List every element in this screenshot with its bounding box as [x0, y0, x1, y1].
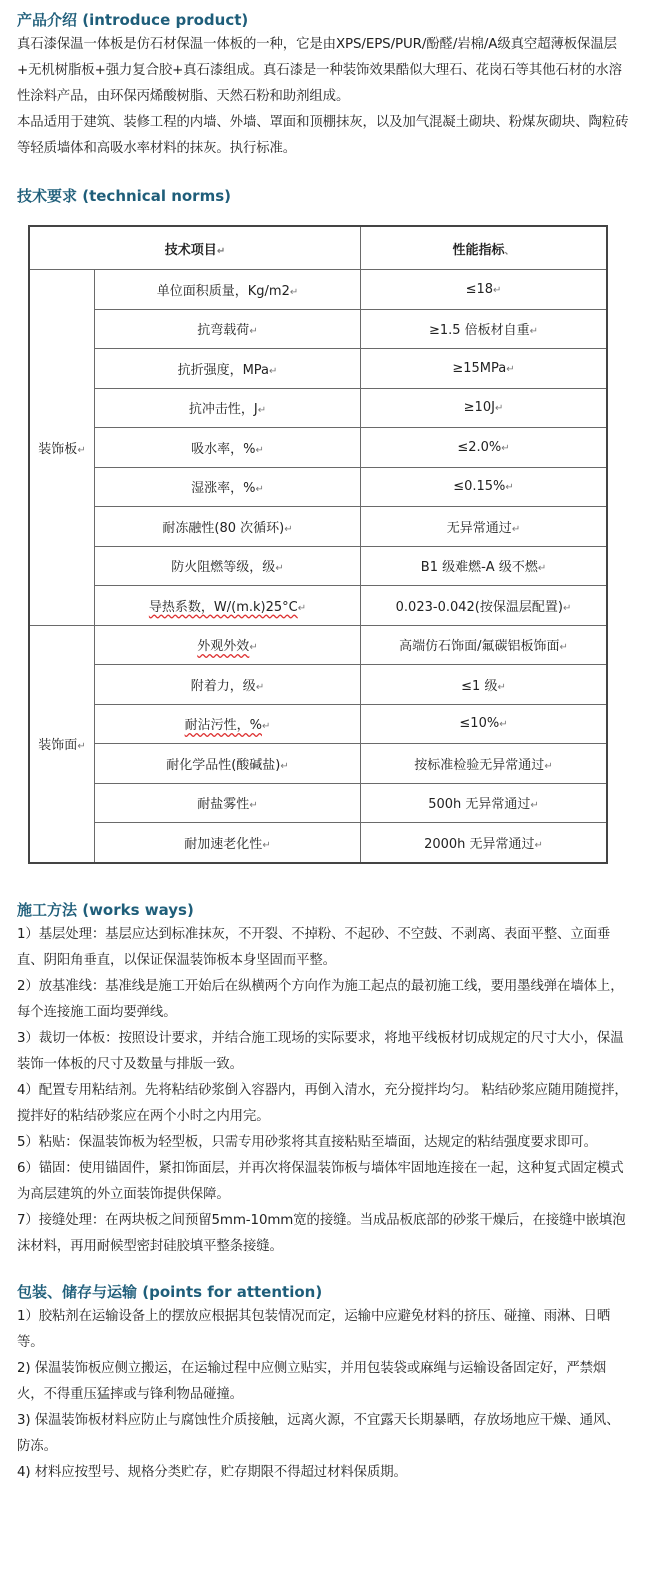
list-item: 6）锚固：使用锚固件，紧扣饰面层，并再次将保温装饰板与墙体牢固地连接在一起，这种复式固定模式为高层建筑的外立面装饰提供保障。: [17, 1160, 624, 1202]
table-cell-item: 附着力，级↵: [95, 665, 361, 705]
table-cell-value: ≤10%↵: [361, 704, 608, 744]
spec-table: [28, 225, 608, 864]
list-item: 2）放基准线：基准线是施工开始后在纵横两个方向作为施工起点的最初施工线，要用墨线弹在墙体上，每个连接施工面均要弹线。: [17, 978, 624, 1020]
spec-table-wrapper: [28, 225, 608, 864]
works-heading: 施工方法 (works ways): [17, 900, 194, 919]
table-row: [29, 665, 607, 705]
works-list: [17, 922, 630, 1260]
list-item: 1）胶粘剂在运输设备上的摆放应根据其包装情况而定，运输中应避免材料的挤压、碰撞、雨淋、日晒等。: [17, 1308, 611, 1350]
attention-list: [17, 1304, 630, 1486]
table-cell-value: ≥1.5 倍板材自重↵: [361, 309, 608, 349]
norms-heading: 技术要求 (technical norms): [17, 187, 231, 205]
intro-heading: 产品介绍 (introduce product): [17, 11, 249, 29]
table-cell-item: 导热系数，W/(m.k)25°C↵: [95, 586, 361, 626]
list-item: 7）接缝处理：在两块板之间预留5mm-10mm宽的接缝。当成品板底部的砂浆干燥后，在接缝中嵌填泡沫材料，再用耐候型密封硅胶填平整条接缝。: [17, 1212, 626, 1254]
table-cell-value: ≤18↵: [361, 270, 608, 310]
table-cell-value: 按标准检验无异常通过↵: [361, 744, 608, 784]
table-cell-value: ≤2.0%↵: [361, 428, 608, 468]
table-cell-item: 单位面积质量，Kg/m2↵: [95, 270, 361, 310]
table-row: [29, 744, 607, 784]
table-cell-item: 湿涨率，%↵: [95, 467, 361, 507]
table-cell-item: 抗冲击性，J↵: [95, 388, 361, 428]
header-value: 性能指标、: [361, 226, 608, 270]
table-row: [29, 546, 607, 586]
group-name: 装饰面↵: [29, 625, 95, 863]
table-cell-item: 耐化学品性(酸碱盐)↵: [95, 744, 361, 784]
table-cell-item: 耐加速老化性↵: [95, 823, 361, 863]
list-item: 4) 材料应按型号、规格分类贮存，贮存期限不得超过材料保质期。: [17, 1464, 407, 1480]
table-cell-value: 无异常通过↵: [361, 507, 608, 547]
table-row: [29, 704, 607, 744]
intro-paragraph-1: 真石漆保温一体板是仿石材保温一体板的一种，它是由XPS/EPS/PUR/酚醛/岩棉/A级真空超薄板保温层+无机树脂板+强力复合胶+真石漆组成。真石漆是一种装饰效果酷似大理石、花岗石等其他石材的水溶性涂料产品，由环保丙烯酸树脂、天然石粉和助剂组成。: [17, 37, 622, 104]
table-cell-item: 抗弯载荷↵: [95, 309, 361, 349]
table-row: [29, 625, 607, 665]
table-cell-item: 外观外效↵: [95, 625, 361, 665]
table-cell-value: B1 级难燃-A 级不燃↵: [361, 546, 608, 586]
table-cell-item: 耐盐雾性↵: [95, 783, 361, 823]
list-item: 3）裁切一体板：按照设计要求，并结合施工现场的实际要求，将地平线板材切成规定的尺寸大小，保温装饰一体板的尺寸及数量与排版一致。: [17, 1030, 624, 1072]
group-name: 装饰板↵: [29, 270, 95, 626]
table-cell-value: ≤1 级↵: [361, 665, 608, 705]
list-item: 1）基层处理：基层应达到标准抹灰，不开裂、不掉粉、不起砂、不空鼓、不剥离、表面平整、立面垂直、阴阳角垂直，以保证保温装饰板本身坚固而平整。: [17, 926, 611, 968]
table-cell-value: ≤0.15%↵: [361, 467, 608, 507]
table-cell-value: 500h 无异常通过↵: [361, 783, 608, 823]
header-item: 技术项目↵: [29, 226, 361, 270]
table-cell-value: 0.023-0.042(按保温层配置)↵: [361, 586, 608, 626]
attention-heading: 包装、储存与运输 (points for attention): [17, 1282, 323, 1301]
table-row: [29, 309, 607, 349]
table-cell-value: 2000h 无异常通过↵: [361, 823, 608, 863]
table-cell-item: 抗折强度，MPa↵: [95, 349, 361, 389]
spec-table-header-row: [29, 226, 607, 270]
table-row: [29, 428, 607, 468]
table-cell-value: ≥15MPa↵: [361, 349, 608, 389]
list-item: 3) 保温装饰板材料应防止与腐蚀性介质接触，远离火源，不宜露天长期暴晒，存放场地应干燥、通风、防冻。: [17, 1412, 620, 1454]
table-cell-value: 高端仿石饰面/氟碳铝板饰面↵: [361, 625, 608, 665]
intro-paragraph-2: 本品适用于建筑、装修工程的内墙、外墙、罩面和顶棚抹灰，以及加气混凝土砌块、粉煤灰砌块、陶粒砖等轻质墙体和高吸水率材料的抹灰。执行标准。: [17, 115, 629, 156]
table-row: [29, 507, 607, 547]
list-item: 4）配置专用粘结剂。先将粘结砂浆倒入容器内，再倒入清水，充分搅拌均匀。 粘结砂浆应随用随搅拌，搅拌好的粘结砂浆应在两个小时之内用完。: [17, 1082, 628, 1124]
table-row: [29, 349, 607, 389]
table-row: [29, 467, 607, 507]
table-cell-item: 耐冻融性(80 次循环)↵: [95, 507, 361, 547]
table-cell-item: 吸水率，%↵: [95, 428, 361, 468]
table-row: [29, 388, 607, 428]
table-cell-item: 防火阻燃等级，级↵: [95, 546, 361, 586]
table-row: [29, 823, 607, 863]
table-cell-value: ≥10J↵: [361, 388, 608, 428]
list-item: 2) 保温装饰板应侧立搬运，在运输过程中应侧立贴实，并用包装袋或麻绳与运输设备固定好，严禁烟火，不得重压猛摔或与锋利物品碰撞。: [17, 1360, 607, 1402]
list-item: 5）粘贴：保温装饰板为轻型板，只需专用砂浆将其直接粘贴至墙面，达规定的粘结强度要求即可。: [17, 1134, 597, 1150]
table-row: [29, 586, 607, 626]
table-cell-item: 耐沾污性，%↵: [95, 704, 361, 744]
table-row: [29, 270, 607, 310]
table-row: [29, 783, 607, 823]
